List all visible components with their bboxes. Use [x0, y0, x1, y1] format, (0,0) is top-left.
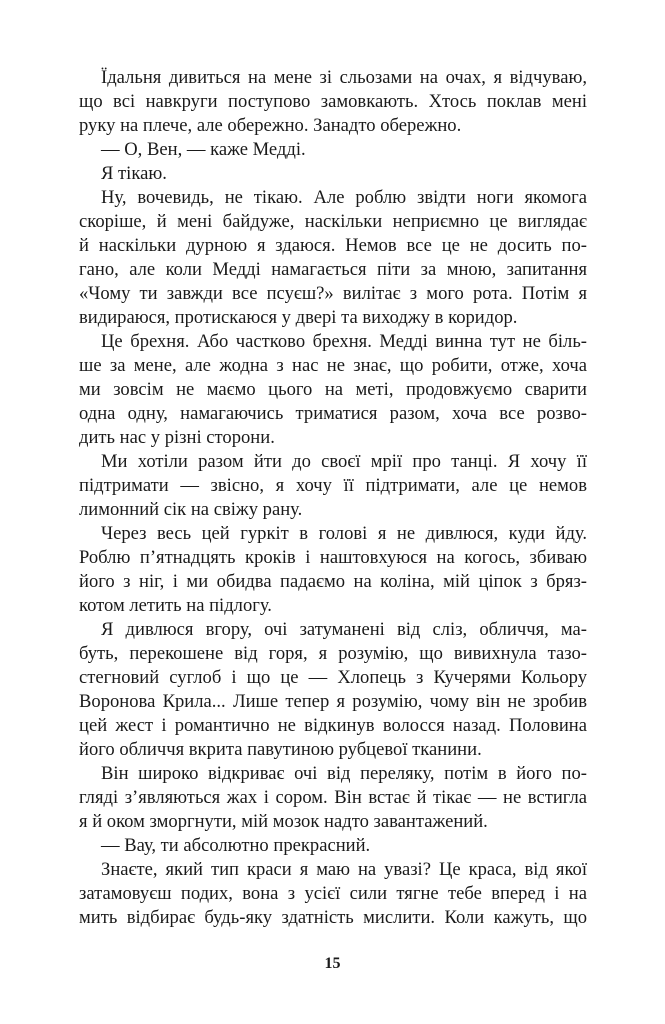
text-line: Ну, вочевидь, не тікаю. Але роблю звідти ноги якомога: [101, 187, 587, 208]
text-line: гано, але коли Медді намагається піти за мною, запитання: [79, 259, 587, 280]
text-line: Це брехня. Або частково брехня. Медді винна тут не біль-: [101, 331, 587, 352]
text-line: гляді з’являються жах і сором. Він встає й тікає — не встигла: [79, 787, 587, 808]
text-line: Через весь цей гуркіт в голові я не дивлюся, куди йду.: [101, 523, 587, 544]
text-line: ми зовсім не маємо цього на меті, продовжуємо сварити: [79, 379, 587, 400]
text-line: одна одну, намагаючись триматися разом, хоча все розво-: [79, 403, 587, 424]
text-line: й наскільки дурною я здаюся. Немов все це не досить по-: [79, 235, 587, 256]
text-line: що всі навкруги поступово замовкають. Хтось поклав мені: [79, 91, 587, 112]
text-line: лимонний сік на свіжу рану.: [79, 499, 303, 520]
text-line: скоріше, й мені байдуже, наскільки неприємно це виглядає: [79, 211, 587, 232]
text-line: «Чому ти завжди все псуєш?» вилітає з мого рота. Потім я: [79, 283, 587, 304]
text-line: затамовуєш подих, вона з усієї сили тягне тебе вперед і на: [79, 883, 587, 904]
text-line: я й оком зморгнути, мій мозок надто завантажений.: [79, 811, 488, 832]
text-line: його обличчя вкрита павутиною рубцевої тканини.: [79, 739, 482, 760]
book-page-text: [79, 66, 587, 930]
text-line: Ми хотіли разом йти до своєї мрії про танці. Я хочу її: [101, 451, 587, 472]
text-line: Я тікаю.: [101, 163, 167, 184]
text-line: руку на плече, але обережно. Занадто обережно.: [79, 115, 462, 136]
text-line: Знаєте, який тип краси я маю на увазі? Це краса, від якої: [101, 859, 587, 880]
text-line: дить нас у різні сторони.: [79, 427, 275, 448]
text-line: котом летить на підлогу.: [79, 595, 272, 616]
text-line: буть, перекошене від горя, я розумію, що вивихнула тазо-: [79, 643, 587, 664]
text-line: Роблю п’ятнадцять кроків і наштовхуюся на когось, збиваю: [79, 547, 587, 568]
text-line: Їдальня дивиться на мене зі сльозами на очах, я відчуваю,: [101, 67, 587, 88]
text-line: стегновий суглоб і що це — Хлопець з Кучерями Кольору: [79, 667, 587, 688]
text-line: — Вау, ти абсолютно прекрасний.: [101, 835, 371, 856]
text-line: цей жест і романтично не відкинув волосся назад. Половина: [79, 715, 587, 736]
text-line: — О, Вен, — каже Медді.: [101, 139, 306, 160]
text-line: мить відбирає будь-яку здатність мислити. Коли кажуть, що: [79, 907, 587, 928]
page-number: 15: [324, 955, 341, 972]
text-line: Він широко відкриває очі від переляку, потім в його по-: [101, 763, 587, 784]
text-line: Я дивлюся вгору, очі затуманені від сліз, обличчя, ма-: [101, 619, 587, 640]
text-line: видираюся, протискаюся у двері та виходжу в коридор.: [79, 307, 518, 328]
text-line: Воронова Крила... Лише тепер я розумію, чому він не зробив: [79, 691, 587, 712]
text-line: його з ніг, і ми обидва падаємо на коліна, мій ціпок з бряз-: [79, 571, 587, 592]
text-line: підтримати — звісно, я хочу її підтримати, але це немов: [79, 475, 587, 496]
text-line: ше за мене, але жодна з нас не знає, що робити, отже, хоча: [79, 355, 587, 376]
